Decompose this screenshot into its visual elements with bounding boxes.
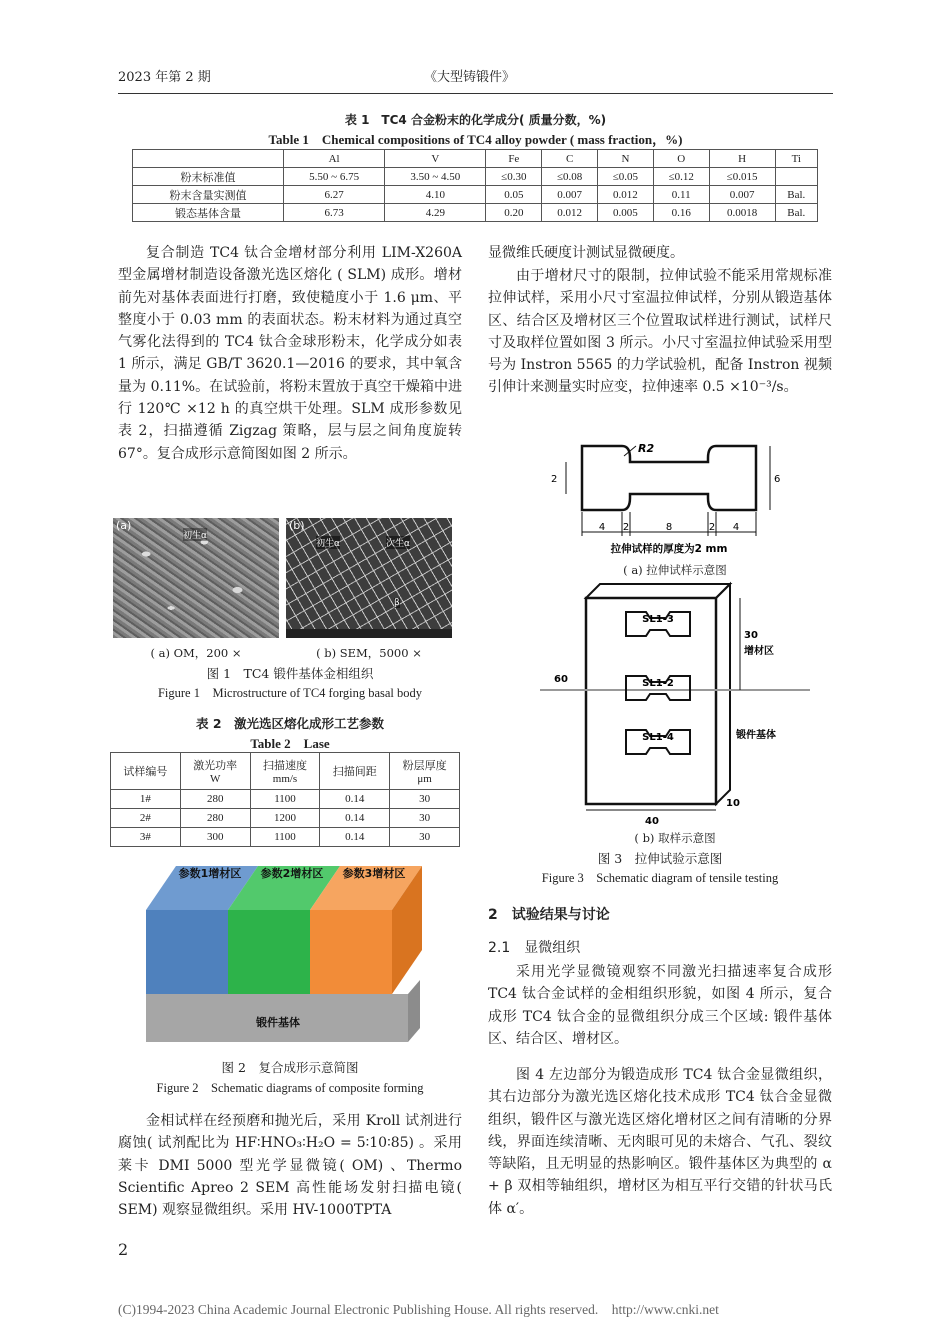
sem-primary-alpha-label: 初生α: [316, 536, 340, 549]
table1-cell: 粉末含量实测值: [133, 186, 284, 204]
panel-b-label: (b): [289, 519, 305, 532]
sem-info-bar: [286, 629, 452, 638]
sl1-4-label: SL1-4: [642, 732, 674, 743]
table2-row: [111, 790, 460, 809]
table2-header-line: 扫描速度: [262, 760, 307, 772]
table1-header-row: [133, 150, 818, 168]
table1-cell: [775, 168, 817, 186]
table2-cell: 1100: [250, 828, 320, 847]
dim-40: 40: [645, 816, 659, 827]
sl1-2-label: SL1-2: [642, 678, 674, 689]
block1-front: [146, 910, 228, 994]
dim-bottom-2: 2: [622, 522, 630, 533]
table1-header-cell: N: [598, 150, 654, 168]
table2-row: [111, 828, 460, 847]
composite-forming-diagram: [118, 860, 422, 1052]
table2-caption-en: Table 2 Lase: [250, 736, 330, 751]
table1-cell: 0.16: [653, 204, 709, 222]
left-paragraph-1: 复合制造 TC4 钛合金增材部分利用 LIM-X260A 型金属增材制造设备激光选区熔化 ( SLM) 成形。增材前先对基体表面进行打磨，致使糙度小于 1.6 μm、平整度小于 0.03 mm 的表面状态。粉末材料为通过真空气雾化法得到的 TC4 钛合金球形粉末，化学成分如表 1 所示，满足 GB/T 3620.1—2016 的要求，其中氧含量为 0.11%。在试验前，将粉末置放于真空干燥箱中进行 120℃ ×12 h 的真空烘干处理。SLM 成形参数见表 2，扫描遵循 Zigzag 策略，层与层之间角度旋转 67°。复合成形示意简图如图 2 所示。: [118, 245, 462, 462]
primary-alpha-label: 初生α: [183, 528, 207, 541]
fig3-caption-en: Figure 3 Schematic diagram of tensile testing: [541, 871, 779, 885]
table2-cell: 30: [390, 828, 460, 847]
table2-header-cell: [320, 753, 390, 790]
table2-cell: 30: [390, 790, 460, 809]
right-paragraph-1: 显微维氏硬度计测试显微硬度。: [488, 245, 684, 261]
table2-header-cell: [390, 753, 460, 790]
table1-cell: 0.20: [486, 204, 542, 222]
table1-cell: 4.10: [385, 186, 486, 204]
dim-bottom-3: 8: [665, 522, 673, 533]
table1-row: [133, 168, 818, 186]
table2-cell: 30: [390, 809, 460, 828]
block2-label: 参数2增材区: [260, 867, 324, 880]
section-2-heading: 2 试验结果与讨论: [488, 907, 610, 923]
table2-header-line: mm/s: [272, 773, 298, 785]
sl1-3-label: SL1-3: [642, 614, 674, 625]
table2-header-line: 试样编号: [123, 766, 168, 778]
sem-micrograph: [286, 518, 452, 638]
table2-cell: 1100: [250, 790, 320, 809]
fig2-caption-cn: 图 2 复合成形示意简图: [221, 1060, 359, 1075]
table1-cell: Bal.: [775, 186, 817, 204]
table1-header-cell: H: [709, 150, 775, 168]
table1-cell: 0.007: [709, 186, 775, 204]
table1-cell: 0.0018: [709, 204, 775, 222]
dim-10: 10: [726, 798, 740, 809]
right-paragraph-4: 图 4 左边部分为锻造成形 TC4 钛合金显微组织，其右边部分为激光选区熔化技术成形 TC4 钛合金显微组织，锻件区与激光选区熔化增材区之间有清晰的分界线，界面连续清晰、无肉眼可见的未熔合、气孔、裂纹等缺陷，且无明显的热影响区。锻件基体区为典型的 α + β 双相等轴组织，增材区为相互平行交错的针状马氏体 α′。: [488, 1067, 832, 1217]
beta-label: β: [394, 598, 400, 608]
table1-header-cell: C: [542, 150, 598, 168]
table1-cell: ≤0.015: [709, 168, 775, 186]
table2-header-cell: [111, 753, 181, 790]
block-side: [716, 584, 730, 804]
block1-label: 参数1增材区: [178, 867, 242, 880]
table2-header-line: μm: [417, 773, 432, 785]
table1-header-cell: Fe: [486, 150, 542, 168]
table2-row: [111, 809, 460, 828]
table1-header-cell: O: [653, 150, 709, 168]
block3-label: 参数3增材区: [342, 867, 406, 880]
table2-cell: 280: [180, 809, 250, 828]
block-top: [586, 584, 730, 598]
block3-front: [310, 910, 392, 994]
fig2-caption-en: Figure 2 Schematic diagrams of composite forming: [156, 1081, 424, 1095]
table2-header-line: 扫描间距: [332, 766, 377, 778]
table2-cell: 0.14: [320, 809, 390, 828]
table1-cell: 3.50 ~ 4.50: [385, 168, 486, 186]
table2-header-row: [111, 753, 460, 790]
table1-cell: Bal.: [775, 204, 817, 222]
sampling-location-diagram: [540, 578, 810, 830]
header-journal: 《大型铸锻件》: [424, 70, 516, 85]
table1-cell: 6.27: [284, 186, 385, 204]
table1-header-cell: [133, 150, 284, 168]
specimen-outline: [582, 446, 756, 510]
left-paragraph-2: 金相试样在经预磨和抛光后，采用 Kroll 试剂进行腐蚀( 试剂配比为 HF∶HNO₃∶H₂O = 5∶10∶85) 。采用莱卡 DMI 5000 型光学显微镜( OM) 、Thermo Scientific Apreo 2 SEM 高性能场发射扫描电镜( SEM) 观察显微组织。采用 HV-1000TPTA: [118, 1113, 462, 1219]
table2-cell: 3#: [111, 828, 181, 847]
forging-base-label-3b: 锻件基体: [736, 730, 776, 741]
dim-30: 30: [744, 630, 758, 641]
table1-caption-cn: 表 1 TC4 合金粉末的化学成分( 质量分数，%): [344, 113, 607, 127]
dim-bottom-1: 4: [598, 522, 606, 533]
right-paragraph-2: 由于增材尺寸的限制，拉伸试验不能采用常规标准拉伸试样，采用小尺寸室温拉伸试样，分别从锻造基体区、结合区及增材区三个位置取试样进行测试，试样尺寸及取样位置如图 3 所示。小尺寸室温拉伸试验采用型号为 Instron 5565 的力学试验机，配备 Instron 视频引伸计来测量实时应变，拉伸速率 0.5 ×10⁻³/s。: [488, 268, 832, 396]
table1-cell: ≤0.30: [486, 168, 542, 186]
block2-front: [228, 910, 310, 994]
dim-6: 6: [774, 474, 781, 485]
table2-cell: 1#: [111, 790, 181, 809]
fig1-caption-en: Figure 1 Microstructure of TC4 forging basal body: [157, 686, 423, 700]
table1-cell: 粉末标准值: [133, 168, 284, 186]
table2-caption-cn: 表 2 激光选区熔化成形工艺参数: [195, 716, 385, 731]
table1-header-cell: Ti: [775, 150, 817, 168]
table2-header-line: W: [210, 773, 221, 785]
table1-header-cell: V: [385, 150, 486, 168]
table1-cell: ≤0.12: [653, 168, 709, 186]
dim-bottom-4: 2: [708, 522, 716, 533]
table1-cell: 0.05: [486, 186, 542, 204]
fig3-caption-cn: 图 3 拉伸试验示意图: [597, 851, 723, 866]
fig3-subcaption-b: ( b) 取样示意图: [634, 831, 716, 845]
table2-header-line: 粉层厚度: [402, 760, 447, 772]
table2-cell: 1200: [250, 809, 320, 828]
table1-row: [133, 204, 818, 222]
table1-cell: 0.012: [542, 204, 598, 222]
table1-cell: 5.50 ~ 6.75: [284, 168, 385, 186]
table1-cell: 0.005: [598, 204, 654, 222]
fig3-subcaption-a: ( a) 拉伸试样示意图: [623, 563, 727, 577]
table1-cell: ≤0.08: [542, 168, 598, 186]
table1-cell: 6.73: [284, 204, 385, 222]
fig1-caption-cn: 图 1 TC4 锻件基体金相组织: [206, 666, 374, 681]
table1-cell: 0.11: [653, 186, 709, 204]
table2-cell: 2#: [111, 809, 181, 828]
right-paragraph-3: 采用光学显微镜观察不同激光扫描速率复合成形 TC4 钛合金试样的金相组织形貌，如图 4 所示，复合成形 TC4 钛合金的显微组织分成三个区域: 锻件基体区、结合区、增材区。: [488, 964, 832, 1047]
panel-a-label: (a): [116, 519, 132, 532]
table2-cell: 0.14: [320, 790, 390, 809]
page-number: 2: [118, 1240, 129, 1259]
table2-header-line: 激光功率: [193, 760, 238, 772]
table1-cell: ≤0.05: [598, 168, 654, 186]
section-2-1-heading: 2.1 显微组织: [488, 940, 581, 956]
table2-cell: 280: [180, 790, 250, 809]
block-front: [586, 598, 716, 804]
table2-header-cell: [250, 753, 320, 790]
additive-zone-label: 增材区: [744, 646, 774, 657]
forging-base-side: [408, 980, 420, 1042]
header-issue: 2023 年第 2 期: [118, 70, 211, 85]
dim-bottom-5: 4: [732, 522, 740, 533]
dim-2: 2: [551, 474, 558, 485]
header-rule: [118, 93, 833, 94]
table2-header-cell: [180, 753, 250, 790]
tensile-specimen-diagram: [551, 440, 790, 570]
specimen-thickness-note: 拉伸试样的厚度为2 mm: [610, 543, 728, 555]
table1-cell: 0.007: [542, 186, 598, 204]
table1-header-cell: Al: [284, 150, 385, 168]
table1-row: [133, 186, 818, 204]
copyright-footer: (C)1994-2023 China Academic Journal Electronic Publishing House. All rights reserved. http://www.cnki.net: [118, 1302, 719, 1317]
table1-cell: 0.012: [598, 186, 654, 204]
table2-cell: 300: [180, 828, 250, 847]
table1-caption-en: Table 1 Chemical compositions of TC4 alloy powder ( mass fraction，%): [268, 132, 683, 147]
table2-cell: 0.14: [320, 828, 390, 847]
dim-60: 60: [554, 674, 568, 685]
secondary-alpha-label: 次生α: [386, 536, 410, 549]
fig1-subcaption-a: ( a) OM，200 ×: [150, 646, 242, 660]
om-micrograph: [113, 518, 279, 638]
table1: [132, 149, 818, 222]
forging-base-label: 锻件基体: [256, 1016, 300, 1029]
table1-cell: 4.29: [385, 204, 486, 222]
table1-cell: 锻态基体含量: [133, 204, 284, 222]
fig1-subcaption-b: ( b) SEM，5000 ×: [316, 646, 422, 660]
table2: [110, 752, 460, 847]
radius-label: R2: [638, 442, 655, 455]
